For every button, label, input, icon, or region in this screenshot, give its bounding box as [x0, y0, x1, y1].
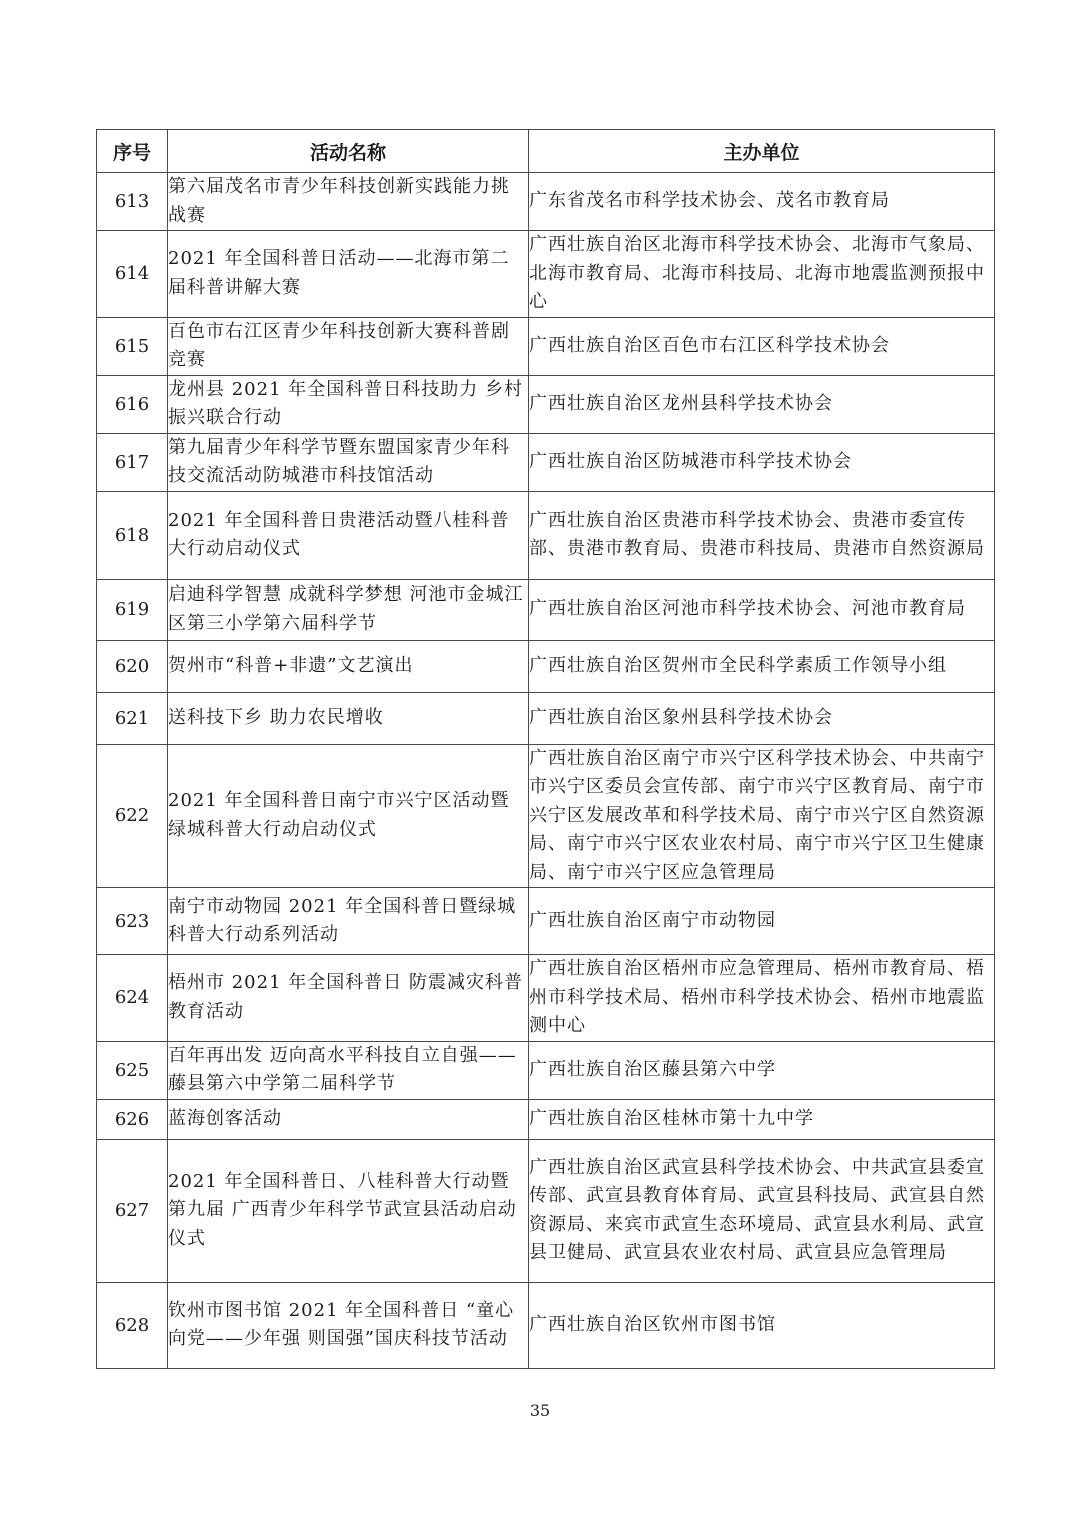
- organizer: 广西壮族自治区河池市科学技术协会、河池市教育局: [529, 579, 995, 640]
- table-row: [97, 692, 995, 744]
- table-row: [97, 491, 995, 579]
- row-number: 623: [97, 888, 168, 955]
- row-number: 622: [97, 744, 168, 888]
- row-number: 616: [97, 375, 168, 433]
- activity-name: 第九届青少年科学节暨东盟国家青少年科技交流活动防城港市科技馆活动: [168, 433, 529, 491]
- row-number: 613: [97, 173, 168, 231]
- organizer: 广西壮族自治区百色市右江区科学技术协会: [529, 317, 995, 375]
- header-org: 主办单位: [529, 130, 995, 173]
- activity-name: 梧州市 2021 年全国科普日 防震减灾科普教育活动: [168, 955, 529, 1042]
- row-number: 619: [97, 579, 168, 640]
- organizer: 广东省茂名市科学技术协会、茂名市教育局: [529, 173, 995, 231]
- organizer: 广西壮族自治区藤县第六中学: [529, 1041, 995, 1099]
- header-num: 序号: [97, 130, 168, 173]
- table-row: [97, 173, 995, 231]
- table-header-row: [97, 130, 995, 173]
- activity-name: 2021 年全国科普日活动——北海市第二届科普讲解大赛: [168, 231, 529, 318]
- table-row: [97, 1041, 995, 1099]
- organizer: 广西壮族自治区象州县科学技术协会: [529, 692, 995, 744]
- table-row: [97, 433, 995, 491]
- organizer: 广西壮族自治区南宁市兴宁区科学技术协会、中共南宁市兴宁区委员会宣传部、南宁市兴宁区教育局、南宁市兴宁区发展改革和科学技术局、南宁市兴宁区自然资源局、南宁市兴宁区农业农村局、南宁市兴宁区卫生健康局、南宁市兴宁区应急管理局: [529, 744, 995, 888]
- table-row: [97, 955, 995, 1042]
- activity-name: 贺州市“科普+非遗”文艺演出: [168, 640, 529, 692]
- activity-name: 送科技下乡 助力农民增收: [168, 692, 529, 744]
- row-number: 625: [97, 1041, 168, 1099]
- activity-table: [96, 129, 995, 1369]
- organizer: 广西壮族自治区桂林市第十九中学: [529, 1099, 995, 1139]
- organizer: 广西壮族自治区南宁市动物园: [529, 888, 995, 955]
- table-row: [97, 1282, 995, 1368]
- activity-name: 百色市右江区青少年科技创新大赛科普剧竞赛: [168, 317, 529, 375]
- organizer: 广西壮族自治区梧州市应急管理局、梧州市教育局、梧州市科学技术局、梧州市科学技术协会、梧州市地震监测中心: [529, 955, 995, 1042]
- table-row: [97, 888, 995, 955]
- activity-name: 2021 年全国科普日、八桂科普大行动暨第九届 广西青少年科学节武宣县活动启动仪式: [168, 1139, 529, 1282]
- row-number: 618: [97, 491, 168, 579]
- activity-name: 2021 年全国科普日南宁市兴宁区活动暨绿城科普大行动启动仪式: [168, 744, 529, 888]
- table-row: [97, 579, 995, 640]
- table-row: [97, 1099, 995, 1139]
- organizer: 广西壮族自治区防城港市科学技术协会: [529, 433, 995, 491]
- page-number: 35: [529, 1401, 551, 1420]
- row-number: 628: [97, 1282, 168, 1368]
- table-row: [97, 1139, 995, 1282]
- activity-name: 启迪科学智慧 成就科学梦想 河池市金城江区第三小学第六届科学节: [168, 579, 529, 640]
- table-row: [97, 375, 995, 433]
- header-name: 活动名称: [168, 130, 529, 173]
- activity-name: 2021 年全国科普日贵港活动暨八桂科普大行动启动仪式: [168, 491, 529, 579]
- organizer: 广西壮族自治区武宣县科学技术协会、中共武宣县委宣传部、武宣县教育体育局、武宣县科技局、武宣县自然资源局、来宾市武宣生态环境局、武宣县水利局、武宣县卫健局、武宣县农业农村局、武宣县应急管理局: [529, 1139, 995, 1282]
- table-row: [97, 640, 995, 692]
- activity-name: 龙州县 2021 年全国科普日科技助力 乡村振兴联合行动: [168, 375, 529, 433]
- activity-name: 蓝海创客活动: [168, 1099, 529, 1139]
- table-row: [97, 231, 995, 318]
- table-row: [97, 317, 995, 375]
- table-row: [97, 744, 995, 888]
- row-number: 620: [97, 640, 168, 692]
- activity-name: 第六届茂名市青少年科技创新实践能力挑战赛: [168, 173, 529, 231]
- row-number: 621: [97, 692, 168, 744]
- row-number: 614: [97, 231, 168, 318]
- organizer: 广西壮族自治区钦州市图书馆: [529, 1282, 995, 1368]
- organizer: 广西壮族自治区北海市科学技术协会、北海市气象局、北海市教育局、北海市科技局、北海市地震监测预报中心: [529, 231, 995, 318]
- row-number: 624: [97, 955, 168, 1042]
- activity-name: 南宁市动物园 2021 年全国科普日暨绿城科普大行动系列活动: [168, 888, 529, 955]
- organizer: 广西壮族自治区龙州县科学技术协会: [529, 375, 995, 433]
- row-number: 626: [97, 1099, 168, 1139]
- row-number: 617: [97, 433, 168, 491]
- activity-name: 钦州市图书馆 2021 年全国科普日 “童心向党——少年强 则国强”国庆科技节活动: [168, 1282, 529, 1368]
- row-number: 615: [97, 317, 168, 375]
- row-number: 627: [97, 1139, 168, 1282]
- organizer: 广西壮族自治区贺州市全民科学素质工作领导小组: [529, 640, 995, 692]
- activity-name: 百年再出发 迈向高水平科技自立自强——藤县第六中学第二届科学节: [168, 1041, 529, 1099]
- organizer: 广西壮族自治区贵港市科学技术协会、贵港市委宣传部、贵港市教育局、贵港市科技局、贵港市自然资源局: [529, 491, 995, 579]
